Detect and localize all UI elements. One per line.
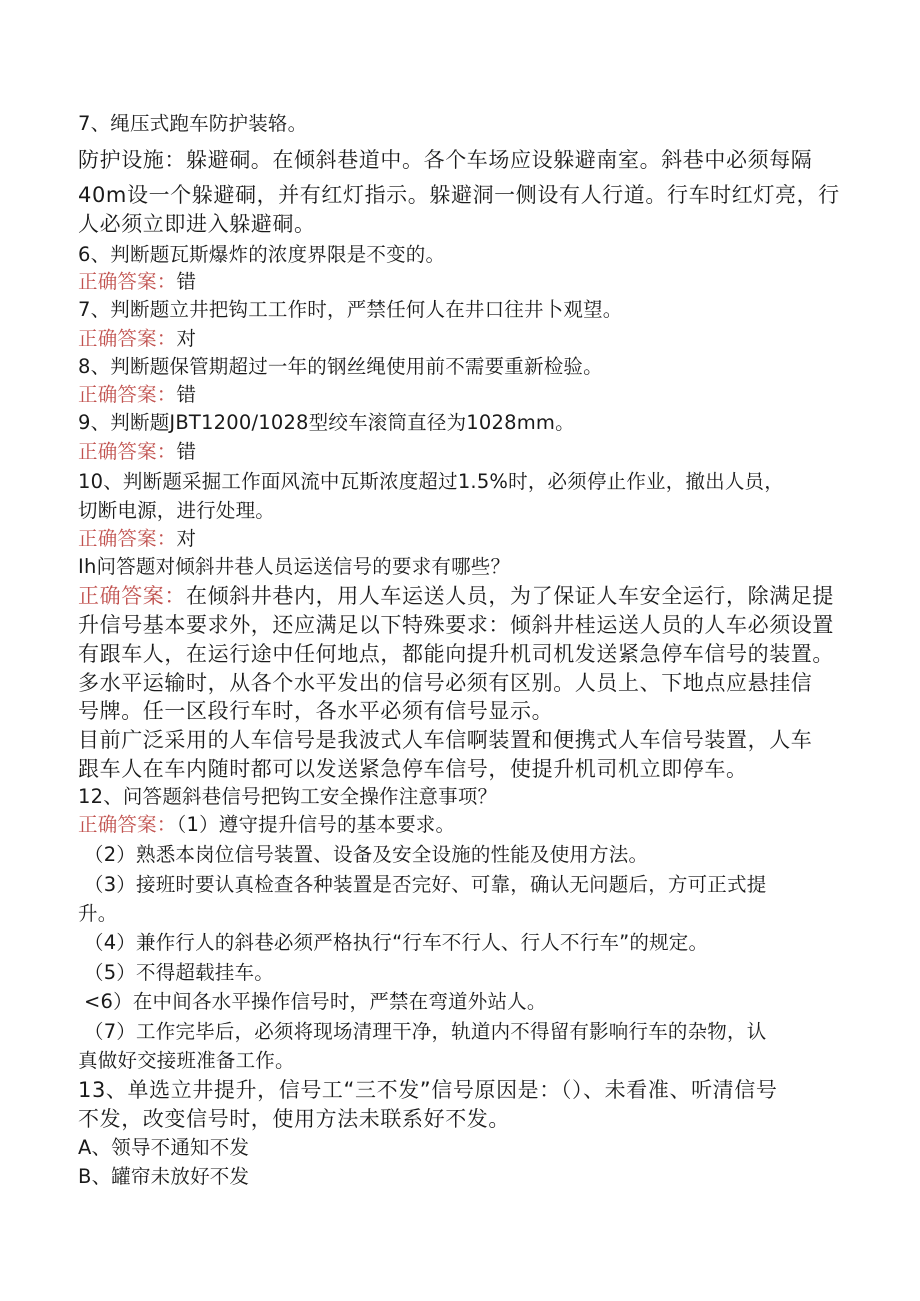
line-text: 多水平运输时，从各个水平发出的信号必须有区别。人员上、下地点应悬挂信 xyxy=(78,671,813,695)
question-line xyxy=(78,296,623,324)
question-line xyxy=(78,353,603,381)
question-text: 7、判断题立井把钩工工作时，严禁任何人在井口往井卜观望。 xyxy=(78,298,623,321)
line-text: （7）工作完毕后，必须将现场清理干净，轨道内不得留有影响行车的杂物，认 xyxy=(84,1020,767,1043)
line-text: 真做好交接班准备工作。 xyxy=(78,1049,295,1072)
answer-continuation xyxy=(78,726,812,754)
question-line xyxy=(78,409,575,437)
question-text: 13、单选立井提升，信号工“三不发”信号原因是：（）、未看准、听清信号 xyxy=(78,1078,778,1102)
question-text: 6、判断题瓦斯爆炸的浓度界限是不变的。 xyxy=(78,243,446,266)
answer-continuation xyxy=(78,697,553,725)
option-text: A、领导不通知不发 xyxy=(78,1136,250,1159)
line-text: 40m设一个躲避硐，并有红灯指示。躲避洞一侧设有人行道。行车时红灯亮，行 xyxy=(78,183,840,207)
answer-item xyxy=(78,1047,295,1075)
answer-line xyxy=(78,268,196,296)
line-text: 7、绳压式跑车防护装辂。 xyxy=(78,112,308,135)
answer-line xyxy=(78,438,196,466)
question-text: Ih问答题对倾斜井巷人员运送信号的要求有哪些？ xyxy=(78,555,511,578)
answer-line xyxy=(78,811,455,839)
question-line xyxy=(78,553,510,581)
answer-text: 对 xyxy=(176,327,197,350)
answer-item xyxy=(84,929,708,957)
answer-text: 错 xyxy=(176,383,197,406)
line-text: （3）接班时要认真检查各种装置是否完好、可靠，确认无问题后，方可正式提 xyxy=(84,873,767,896)
line-text: 号牌。任一区段行车时，各水平必须有信号显示。 xyxy=(78,699,554,723)
answer-label: 正确答案： xyxy=(78,813,177,836)
question-line xyxy=(78,783,497,811)
line-text: 人必须立即进入躲避硐。 xyxy=(78,212,316,236)
paragraph-line xyxy=(78,210,316,238)
answer-label: 正确答案： xyxy=(78,527,177,550)
answer-continuation xyxy=(78,611,834,639)
answer-item xyxy=(84,871,766,899)
answer-continuation xyxy=(78,755,748,783)
answer-item xyxy=(78,900,117,928)
list-item-heading xyxy=(78,110,307,138)
line-text: 有跟车人，在运行途中任何地点，都能向提升机司机发送紧急停车信号的装置。 xyxy=(78,642,834,666)
line-text: 目前广泛采用的人车信号是我波式人车信啊装置和便携式人车信号装置，人车 xyxy=(78,728,813,752)
line-text: （4）兼作行人的斜巷必须严格执行“行车不行人、行人不行车”的规定。 xyxy=(84,931,709,954)
question-text: 切断电源，进行处理。 xyxy=(78,499,276,522)
paragraph-line xyxy=(78,181,840,209)
answer-line xyxy=(78,381,196,409)
option-text: B、罐帘未放好不发 xyxy=(78,1165,250,1188)
answer-line xyxy=(78,582,834,610)
answer-text: 错 xyxy=(176,270,197,293)
line-text: （2）熟悉本岗位信号装置、设备及安全设施的性能及使用方法。 xyxy=(84,843,649,866)
answer-label: 正确答案： xyxy=(78,270,177,293)
line-text: <6）在中间各水平操作信号时，严禁在弯道外站人。 xyxy=(84,990,547,1013)
question-line xyxy=(78,468,784,496)
question-text: 10、判断题采掘工作面风流中瓦斯浓度超过1.5%时，必须停止作业，撤出人员， xyxy=(78,470,784,493)
question-line xyxy=(78,1105,510,1133)
option-b xyxy=(78,1163,249,1191)
answer-label: 正确答案： xyxy=(78,440,177,463)
answer-item xyxy=(84,1018,766,1046)
question-text: 8、判断题保管期超过一年的钢丝绳使用前不需要重新检验。 xyxy=(78,355,603,378)
answer-label: 正确答案： xyxy=(78,383,177,406)
line-text: 升。 xyxy=(78,902,118,925)
question-text: 12、问答题斜巷信号把钩工安全操作注意事项？ xyxy=(78,785,498,808)
line-text: 防护设施：躲避硐。在倾斜巷道中。各个车场应设躲避南室。斜巷中必须每隔 xyxy=(78,148,813,172)
answer-item xyxy=(84,959,274,987)
answer-label: 正确答案： xyxy=(78,327,177,350)
option-a xyxy=(78,1134,249,1162)
answer-continuation xyxy=(78,640,834,668)
answer-item xyxy=(84,841,648,869)
paragraph-line xyxy=(78,146,812,174)
answer-item xyxy=(84,988,547,1016)
question-text: 9、判断题JBT1200/1028型绞车滚筒直径为1028mm。 xyxy=(78,411,575,434)
answer-line xyxy=(78,325,196,353)
line-text: （5）不得超载挂车。 xyxy=(84,961,274,984)
line-text: 跟车人在车内随时都可以发送紧急停车信号，使提升机司机立即停车。 xyxy=(78,757,748,781)
answer-text: 对 xyxy=(176,527,197,550)
answer-line xyxy=(78,525,196,553)
answer-text: 错 xyxy=(176,440,197,463)
line-text: 升信号基本要求外，还应满足以下特殊要求：倾斜井桂运送人员的人车必须设置 xyxy=(78,613,834,637)
answer-label: 正确答案： xyxy=(78,584,186,608)
question-line xyxy=(78,497,275,525)
answer-text: （1）遵守提升信号的基本要求。 xyxy=(176,813,456,836)
question-text: 不发，改变信号时，使用方法未联系好不发。 xyxy=(78,1107,510,1131)
answer-continuation xyxy=(78,669,812,697)
answer-text: 在倾斜井巷内，用人车运送人员，为了保证人车安全运行，除满足提 xyxy=(186,584,834,608)
question-line xyxy=(78,241,445,269)
question-line xyxy=(78,1076,777,1104)
